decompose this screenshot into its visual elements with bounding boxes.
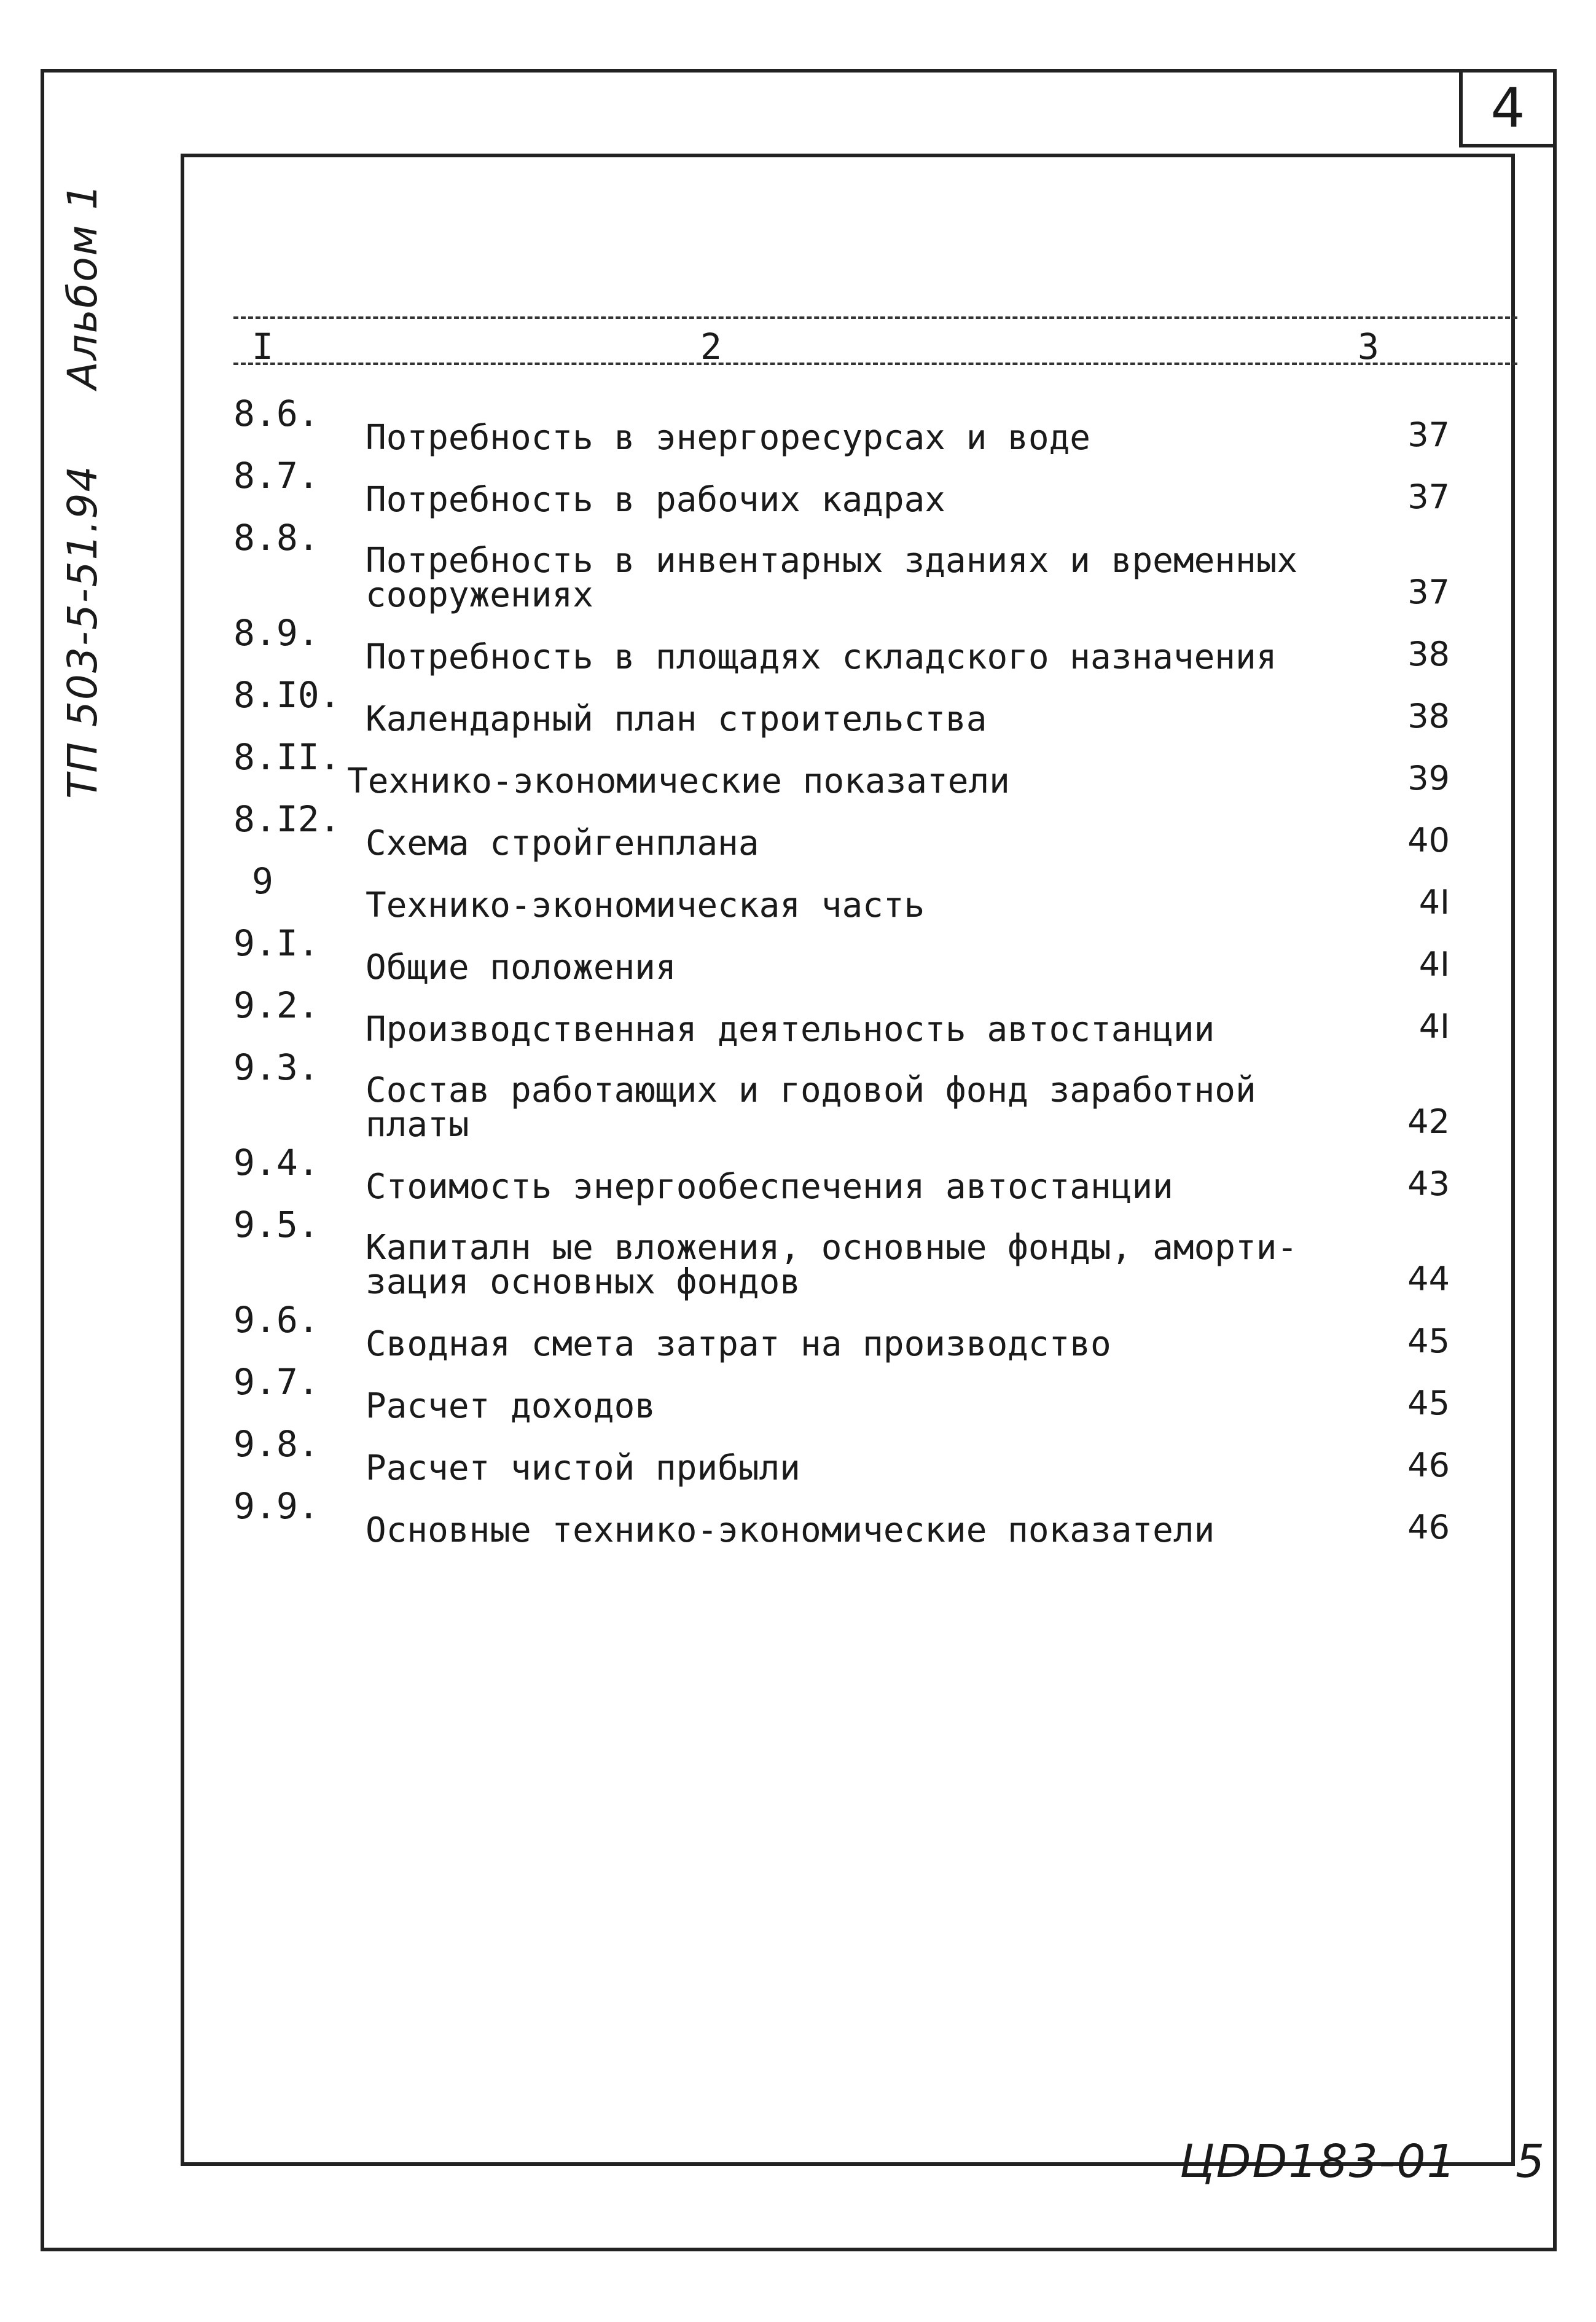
toc-title: Капиталн ые вложения, основные фонды, аморти- зация основных фондов xyxy=(366,1228,1298,1302)
toc-number: 9 xyxy=(252,860,273,902)
toc-number: 9.4. xyxy=(233,1142,319,1183)
toc-page: 42 xyxy=(1407,1102,1450,1141)
toc-row xyxy=(233,923,1468,985)
toc-number: 8.9. xyxy=(233,612,319,654)
toc-row xyxy=(233,675,1468,737)
toc-page: 43 xyxy=(1407,1164,1450,1203)
toc-title: Технико-экономическая часть xyxy=(366,885,925,925)
toc-number: 8.II. xyxy=(233,736,341,778)
toc-page: 37 xyxy=(1407,573,1450,611)
side-label xyxy=(49,123,117,799)
column-header-2: 2 xyxy=(700,326,722,367)
toc-row xyxy=(233,1046,1468,1145)
toc-title: Схема стройгенплана xyxy=(366,823,759,863)
column-header-3: 3 xyxy=(1358,326,1379,367)
toc-number: 8.8. xyxy=(233,517,319,559)
toc-row xyxy=(233,1204,1468,1300)
toc-title: Расчет чистой прибыли xyxy=(366,1448,801,1488)
toc-page: 40 xyxy=(1407,821,1450,860)
toc-number: 8.7. xyxy=(233,455,319,496)
side-code: ТП 503-5-51.94 xyxy=(59,465,106,799)
toc-number: 9.I. xyxy=(233,922,319,964)
toc-title: Стоимость энергообеспечения автостанции xyxy=(366,1167,1173,1207)
toc-page: 39 xyxy=(1407,759,1450,798)
side-album: Альбом 1 xyxy=(59,182,106,390)
toc-number: 9.9. xyxy=(233,1485,319,1527)
toc-title: Производственная деятельность автостанции xyxy=(366,1010,1215,1049)
toc-page: 45 xyxy=(1407,1322,1450,1360)
toc-row xyxy=(233,393,1468,458)
toc-row xyxy=(233,1424,1468,1486)
toc-page: 44 xyxy=(1407,1260,1450,1298)
toc-title: Общие положения xyxy=(366,947,676,987)
toc-title: Технико-экономические показатели xyxy=(347,761,1010,801)
toc-title: Основные технико-экономические показатели xyxy=(366,1510,1215,1550)
toc-page: 38 xyxy=(1407,635,1450,673)
toc-page: 37 xyxy=(1407,415,1450,454)
toc-page: 46 xyxy=(1407,1446,1450,1485)
toc-row xyxy=(233,737,1468,799)
toc-number: 8.I2. xyxy=(233,798,341,840)
toc-page: 4I xyxy=(1418,883,1450,922)
toc-number: 8.6. xyxy=(233,393,319,434)
toc-page: 37 xyxy=(1407,477,1450,516)
toc-number: 8.I0. xyxy=(233,674,341,716)
toc-row xyxy=(233,985,1468,1047)
toc-number: 9.6. xyxy=(233,1299,319,1341)
toc-row xyxy=(233,861,1468,923)
toc-title: Сводная смета затрат на производство xyxy=(366,1324,1111,1364)
toc-row xyxy=(233,799,1468,861)
document-code-text: ЦDD183-01 xyxy=(1179,2135,1457,2188)
toc-title: Расчет доходов xyxy=(366,1386,656,1426)
toc-title: Потребность в рабочих кадрах xyxy=(366,480,946,520)
toc-row xyxy=(233,1300,1468,1362)
toc-row xyxy=(233,517,1468,613)
table-of-contents xyxy=(233,393,1468,1548)
toc-title: Календарный план строительства xyxy=(366,699,987,739)
toc-number: 9.3. xyxy=(233,1046,319,1088)
toc-title: Потребность в площадях складского назначения xyxy=(366,637,1277,677)
toc-title: Потребность в инвентарных зданиях и временных сооружениях xyxy=(366,541,1298,615)
toc-row xyxy=(233,1362,1468,1424)
toc-number: 9.2. xyxy=(233,984,319,1026)
header-bottom-rule xyxy=(233,363,1517,365)
sheet-number: 4 xyxy=(1490,76,1525,139)
toc-title: Потребность в энергоресурсах и воде xyxy=(366,418,1091,458)
toc-title: Состав работающих и годовой фонд заработной платы xyxy=(366,1070,1256,1145)
header-top-rule xyxy=(233,316,1517,319)
toc-page: 38 xyxy=(1407,697,1450,735)
footer-page-number: 5 xyxy=(1516,2135,1546,2188)
toc-page: 4I xyxy=(1418,945,1450,984)
document-code xyxy=(1179,2135,1546,2188)
toc-row xyxy=(233,455,1468,520)
toc-row xyxy=(233,1486,1468,1548)
toc-page: 4I xyxy=(1418,1007,1450,1046)
column-header-1: I xyxy=(252,326,273,367)
toc-page: 45 xyxy=(1407,1384,1450,1422)
toc-page: 46 xyxy=(1407,1508,1450,1547)
toc-number: 9.5. xyxy=(233,1204,319,1245)
toc-row xyxy=(233,1142,1468,1207)
toc-row xyxy=(233,613,1468,675)
toc-number: 9.7. xyxy=(233,1361,319,1403)
toc-number: 9.8. xyxy=(233,1423,319,1465)
